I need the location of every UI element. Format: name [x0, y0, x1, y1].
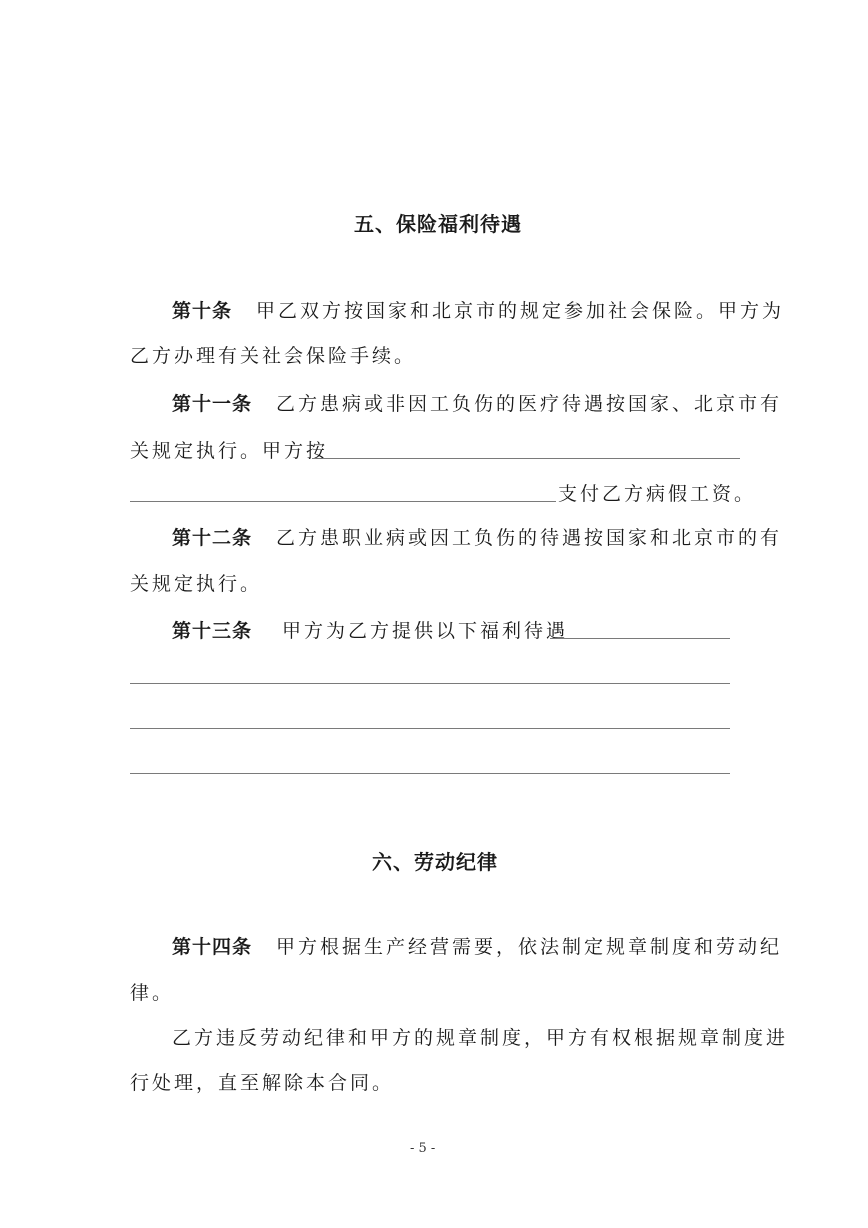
page-number: - 5 -	[410, 1141, 436, 1156]
article-11	[172, 393, 782, 415]
article-13-text-line1: 甲方为乙方提供以下福利待遇	[282, 620, 569, 642]
benefits-blank-line-3[interactable]	[130, 728, 730, 729]
article-12-text-line2: 关规定执行。	[130, 573, 263, 595]
article-11-text-line1: 乙方患病或非因工负伤的医疗待遇按国家、北京市有	[276, 393, 783, 415]
article-10-text-line2: 乙方办理有关社会保险手续。	[130, 345, 417, 367]
article-10-text-line1: 甲乙双方按国家和北京市的规定参加社会保险。甲方为	[256, 300, 785, 322]
article-12-text-line1: 乙方患职业病或因工负伤的待遇按国家和北京市的有	[276, 527, 783, 549]
article-14	[172, 936, 782, 958]
article-14-text-line1: 甲方根据生产经营需要，依法制定规章制度和劳动纪	[276, 936, 783, 958]
article-12-label: 第十二条	[172, 527, 253, 549]
benefits-blank-line-2[interactable]	[130, 683, 730, 684]
article-13-label: 第十三条	[172, 620, 253, 642]
article-10-label: 第十条	[172, 300, 233, 322]
benefits-blank-line-4[interactable]	[130, 773, 730, 774]
section-6-title: 六、劳动纪律	[372, 850, 498, 874]
article-10	[172, 300, 784, 322]
discipline-paragraph-line2: 行处理，直至解除本合同。	[130, 1072, 395, 1094]
benefits-blank-line-1[interactable]	[550, 638, 730, 639]
article-13	[172, 620, 568, 642]
article-11-label: 第十一条	[172, 393, 253, 415]
sick-pay-blank-line-1[interactable]	[312, 458, 740, 459]
article-11-text-line2: 关规定执行。甲方按	[130, 440, 329, 462]
article-12	[172, 527, 782, 549]
article-14-text-line2: 律。	[130, 982, 175, 1004]
discipline-paragraph-line1: 乙方违反劳动纪律和甲方的规章制度，甲方有权根据规章制度进	[172, 1027, 789, 1049]
sick-pay-blank-line-2[interactable]	[130, 501, 556, 502]
section-5-title: 五、保险福利待遇	[354, 212, 522, 236]
article-14-label: 第十四条	[172, 936, 253, 958]
article-11-text-line3: 支付乙方病假工资。	[558, 483, 757, 505]
